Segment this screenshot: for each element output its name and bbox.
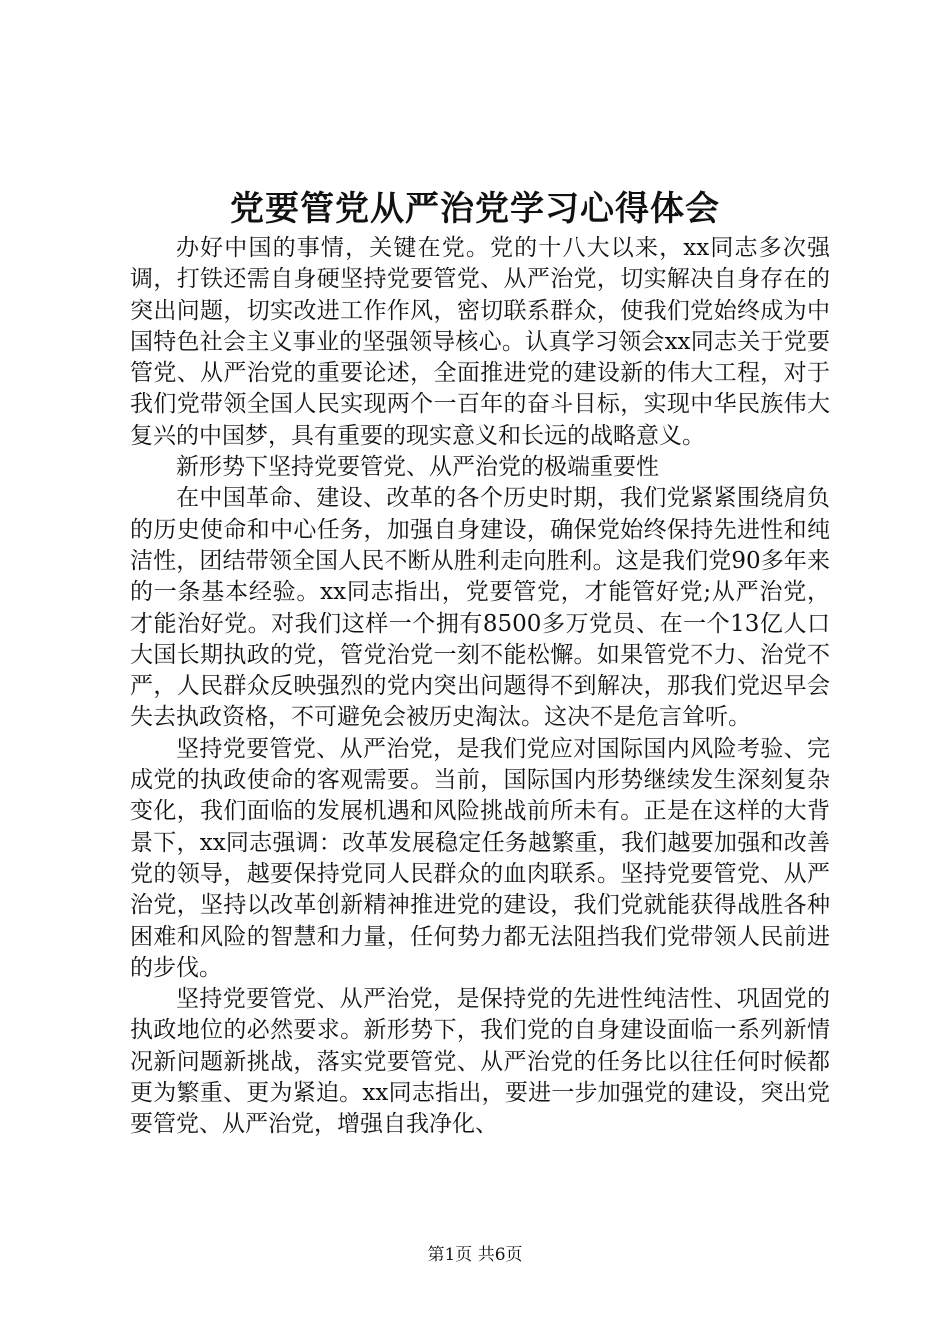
document-body xyxy=(130,233,830,1141)
paragraph-history: 在中国革命、建设、改革的各个历史时期，我们党紧紧围绕肩负的历史使命和中心任务，加强自身建设，确保党始终保持先进性和纯洁性，团结带领全国人民不断从胜利走向胜利。这是我们党90多年来的一条基本经验。xx同志指出，党要管党，才能管好党;从严治党，才能治好党。对我们这样一个拥有8500多万党员、在一个13亿人口大国长期执政的党，管党治党一刻不能松懈。如果管党不力、治党不严，人民群众反映强烈的党内突出问题得不到解决，那我们党迟早会失去执政资格，不可避免会被历史淘汰。这决不是危言耸听。 xyxy=(130,485,830,731)
paragraph-section-heading: 新形势下坚持党要管党、从严治党的极端重要性 xyxy=(176,454,659,481)
page-number-footer: 第1页 共6页 xyxy=(427,1245,523,1265)
paragraph-advanced-nature: 坚持党要管党、从严治党，是保持党的先进性纯洁性、巩固党的执政地位的必然要求。新形势下，我们党的自身建设面临一系列新情况新问题新挑战，落实党要管党、从严治党的任务比以往任何时候都更为繁重、更为紧迫。xx同志指出，要进一步加强党的建设，突出党要管党、从严治党，增强自我净化、 xyxy=(130,986,830,1138)
document-title: 党要管党从严治党学习心得体会 xyxy=(230,189,720,229)
paragraph-intro: 办好中国的事情，关键在党。党的十八大以来，xx同志多次强调，打铁还需自身硬坚持党要管党、从严治党，切实解决自身存在的突出问题，切实改进工作作风，密切联系群众，使我们党始终成为中国特色社会主义事业的坚强领导核心。认真学习领会xx同志关于党要管党、从严治党的重要论述，全面推进党的建设新的伟大工程，对于我们党带领全国人民实现两个一百年的奋斗目标，实现中华民族伟大复兴的中国梦，具有重要的现实意义和长远的战略意义。 xyxy=(130,235,830,449)
paragraph-risk-challenge: 坚持党要管党、从严治党，是我们党应对国际国内风险考验、完成党的执政使命的客观需要。当前，国际国内形势继续发生深刻复杂变化，我们面临的发展机遇和风险挑战前所未有。正是在这样的大背景下，xx同志强调：改革发展稳定任务越繁重，我们越要加强和改善党的领导，越要保持党同人民群众的血肉联系。坚持党要管党、从严治党，坚持以改革创新精神推进党的建设，我们党就能获得战胜各种困难和风险的智慧和力量，任何势力都无法阻挡我们党带领人民前进的步伐。 xyxy=(130,735,830,981)
